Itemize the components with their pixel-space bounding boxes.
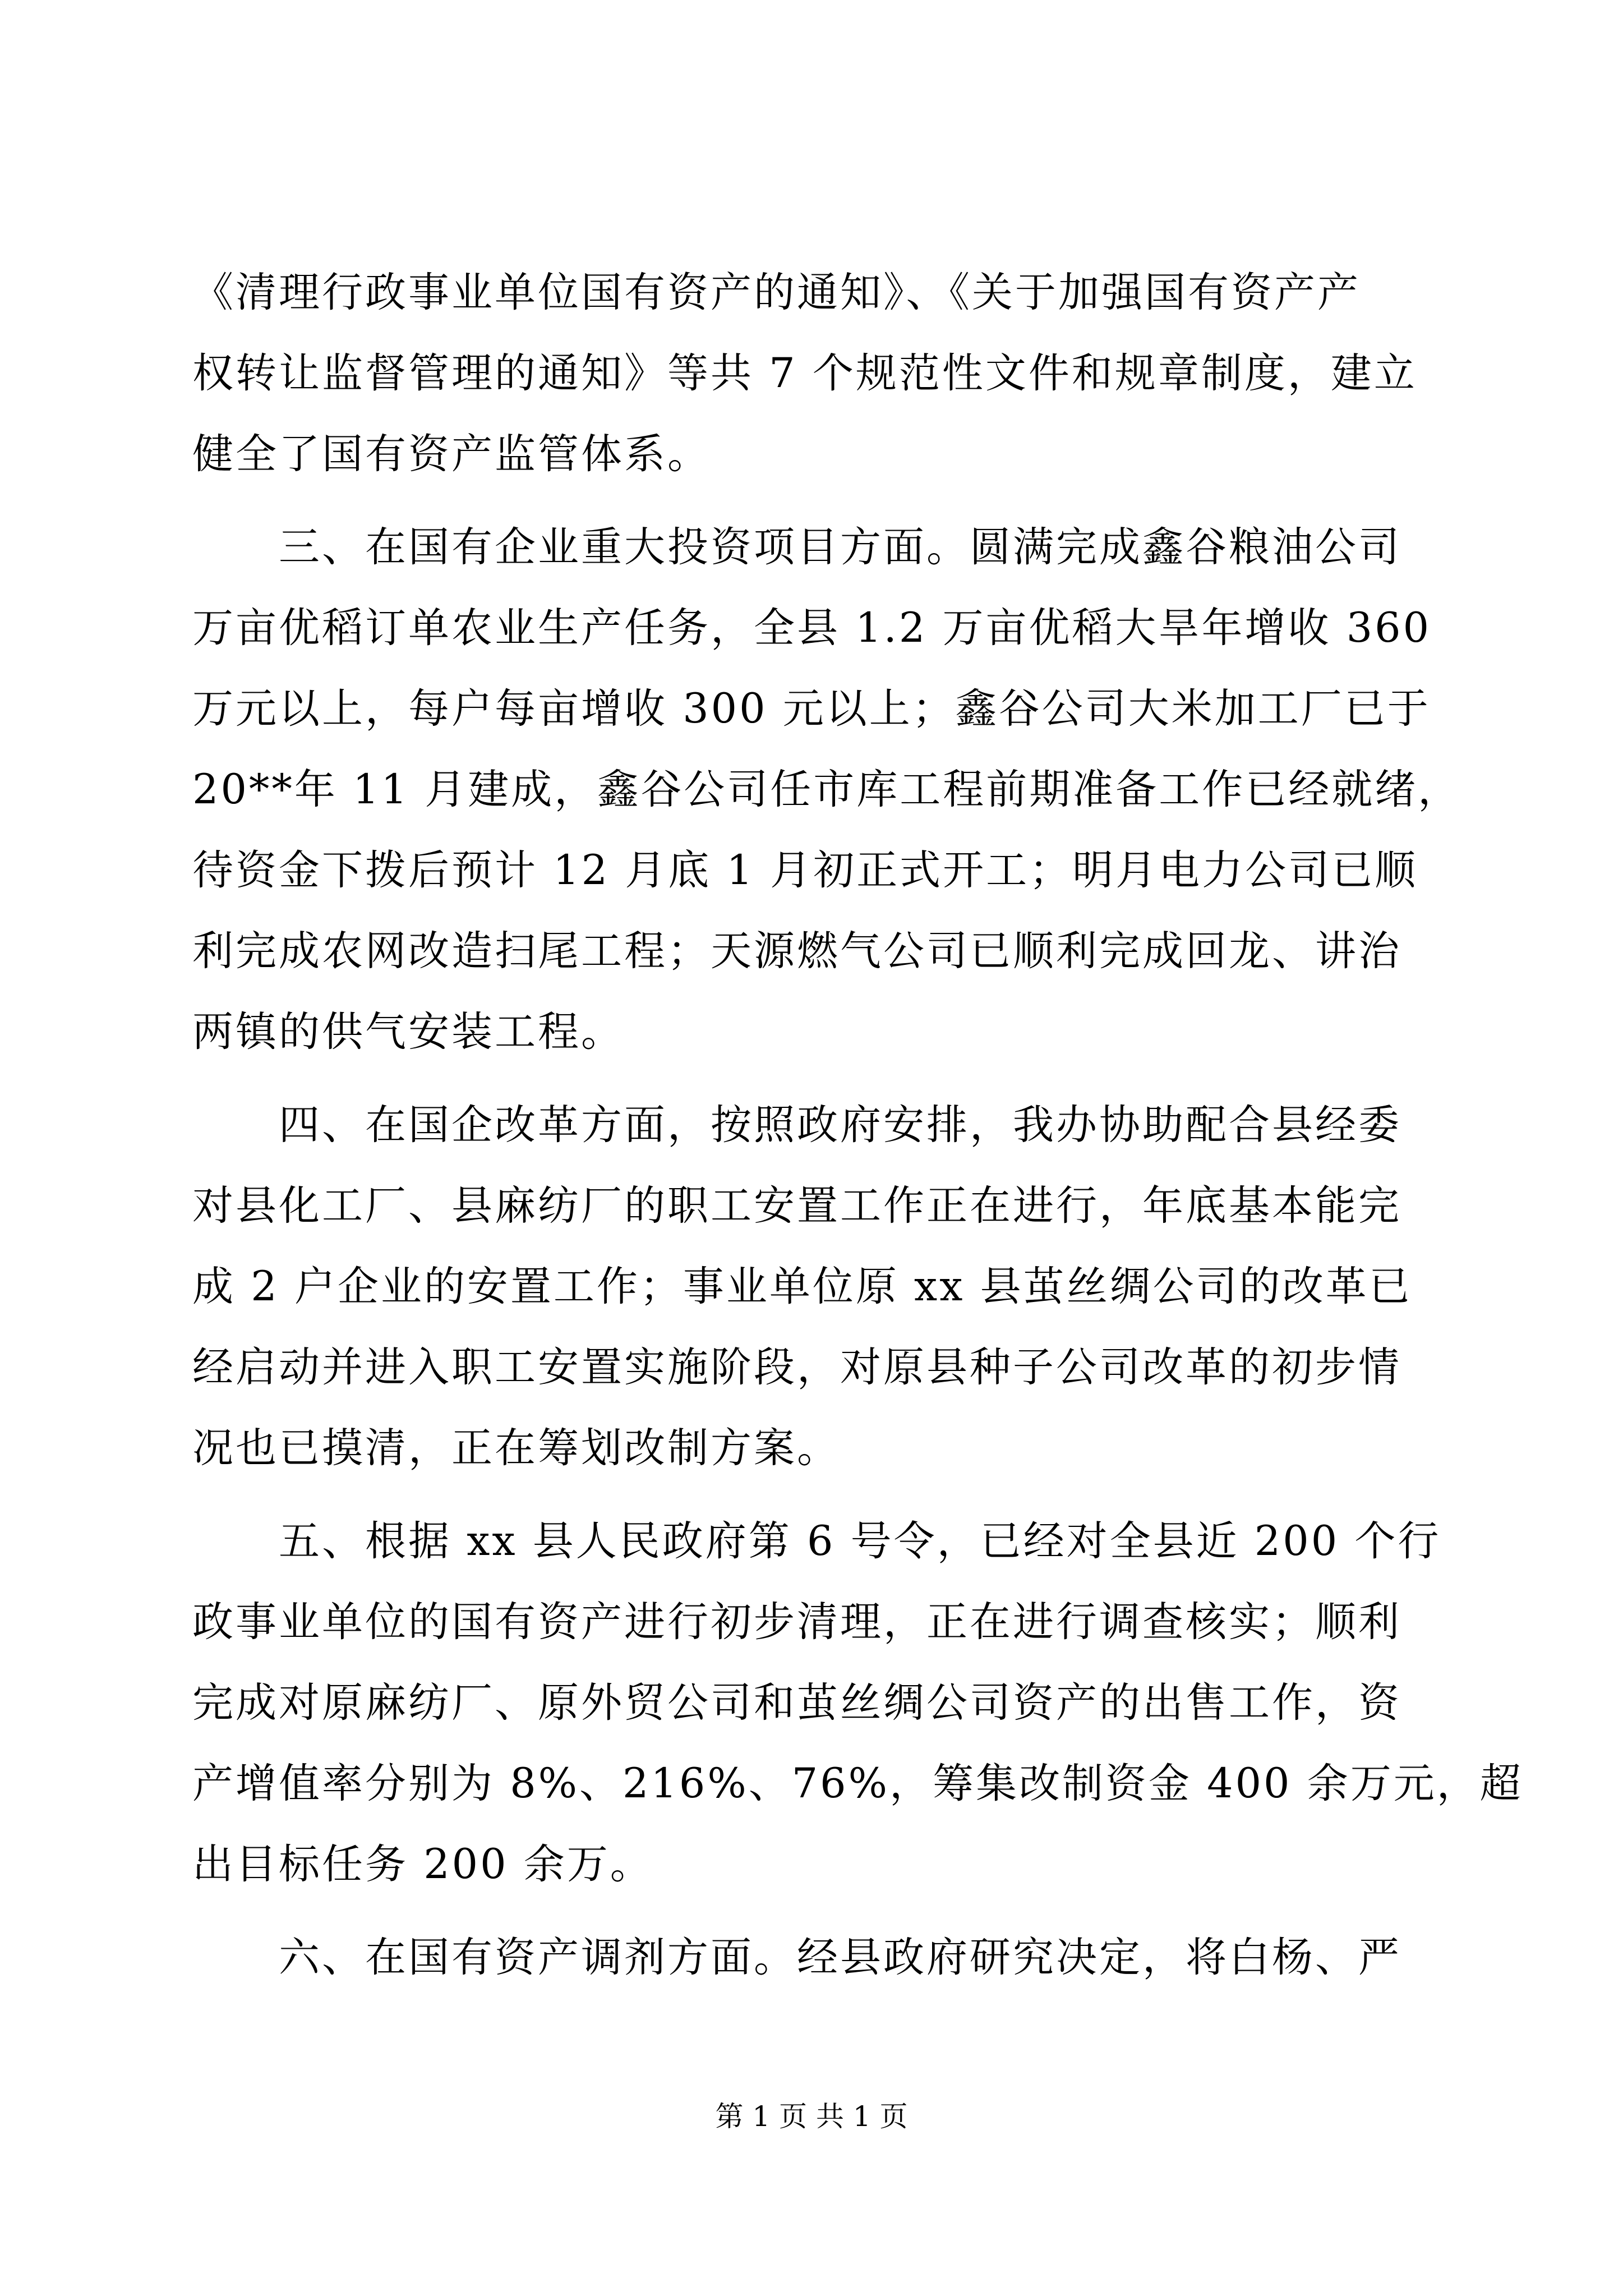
paragraph-notice-list [192,252,1432,495]
paragraph-section-five [192,1501,1523,1905]
text-line: 待资金下拨后预计 12 月底 1 月初正式开工；明月电力公司已顺 [192,846,1418,894]
text-line: 政事业单位的国有资产进行初步清理，正在进行调查核实；顺利 [192,1598,1401,1646]
text-line: 万亩优稻订单农业生产任务，全县 1.2 万亩优稻大旱年增收 360 [192,604,1432,652]
text-line: 出目标任务 200 余万。 [192,1841,653,1888]
text-line: 完成对原麻纺厂、原外贸公司和茧丝绸公司资产的出售工作，资 [192,1679,1401,1727]
paragraph-section-four [192,1085,1432,1489]
text-line: 权转让监督管理的通知》等共 7 个规范性文件和规章制度，建立 [192,349,1417,397]
text-line: 20**年 11 月建成，鑫谷公司任市库工程前期准备工作已经就绪， [192,766,1461,813]
paragraph-spacer [192,1073,1432,1085]
text-line: 成 2 户企业的安置工作；事业单位原 xx 县茧丝绸公司的改革已 [192,1263,1412,1310]
text-line: 利完成农网改造扫尾工程；天源燃气公司已顺利完成回龙、讲治 [192,927,1401,975]
document-body [192,252,1523,1998]
text-line: 万元以上，每户每亩增收 300 元以上；鑫谷公司大米加工厂已于 [192,685,1431,733]
text-line: 六、在国有资产调剂方面。经县政府研究决定，将白杨、严 [192,1934,1401,1981]
text-line: 五、根据 xx 县人民政府第 6 号令，已经对全县近 200 个行 [192,1517,1441,1565]
text-line: 产增值率分别为 8%、216%、76%，筹集改制资金 400 余万元，超 [192,1760,1523,1807]
text-line: 两镇的供气安装工程。 [192,1008,624,1056]
paragraph-section-three [192,507,1461,1073]
text-line: 健全了国有资产监管体系。 [192,430,711,478]
paragraph-section-six [192,1917,1432,1998]
text-line: 对县化工厂、县麻纺厂的职工安置工作正在进行，年底基本能完 [192,1182,1401,1230]
text-line: 经启动并进入职工安置实施阶段，对原县种子公司改革的初步情 [192,1343,1401,1391]
paragraph-spacer [192,495,1432,507]
text-line: 《清理行政事业单位国有资产的通知》、《关于加强国有资产产 [192,269,1361,316]
paragraph-spacer [192,1905,1432,1917]
text-line: 况也已摸清，正在筹划改制方案。 [192,1424,840,1472]
text-line: 四、在国企改革方面，按照政府安排，我办协助配合县经委 [192,1101,1401,1149]
paragraph-spacer [192,1489,1432,1501]
page-footer: 第 1 页 共 1 页 [715,2100,908,2133]
text-line: 三、在国有企业重大投资项目方面。圆满完成鑫谷粮油公司 [192,523,1401,571]
